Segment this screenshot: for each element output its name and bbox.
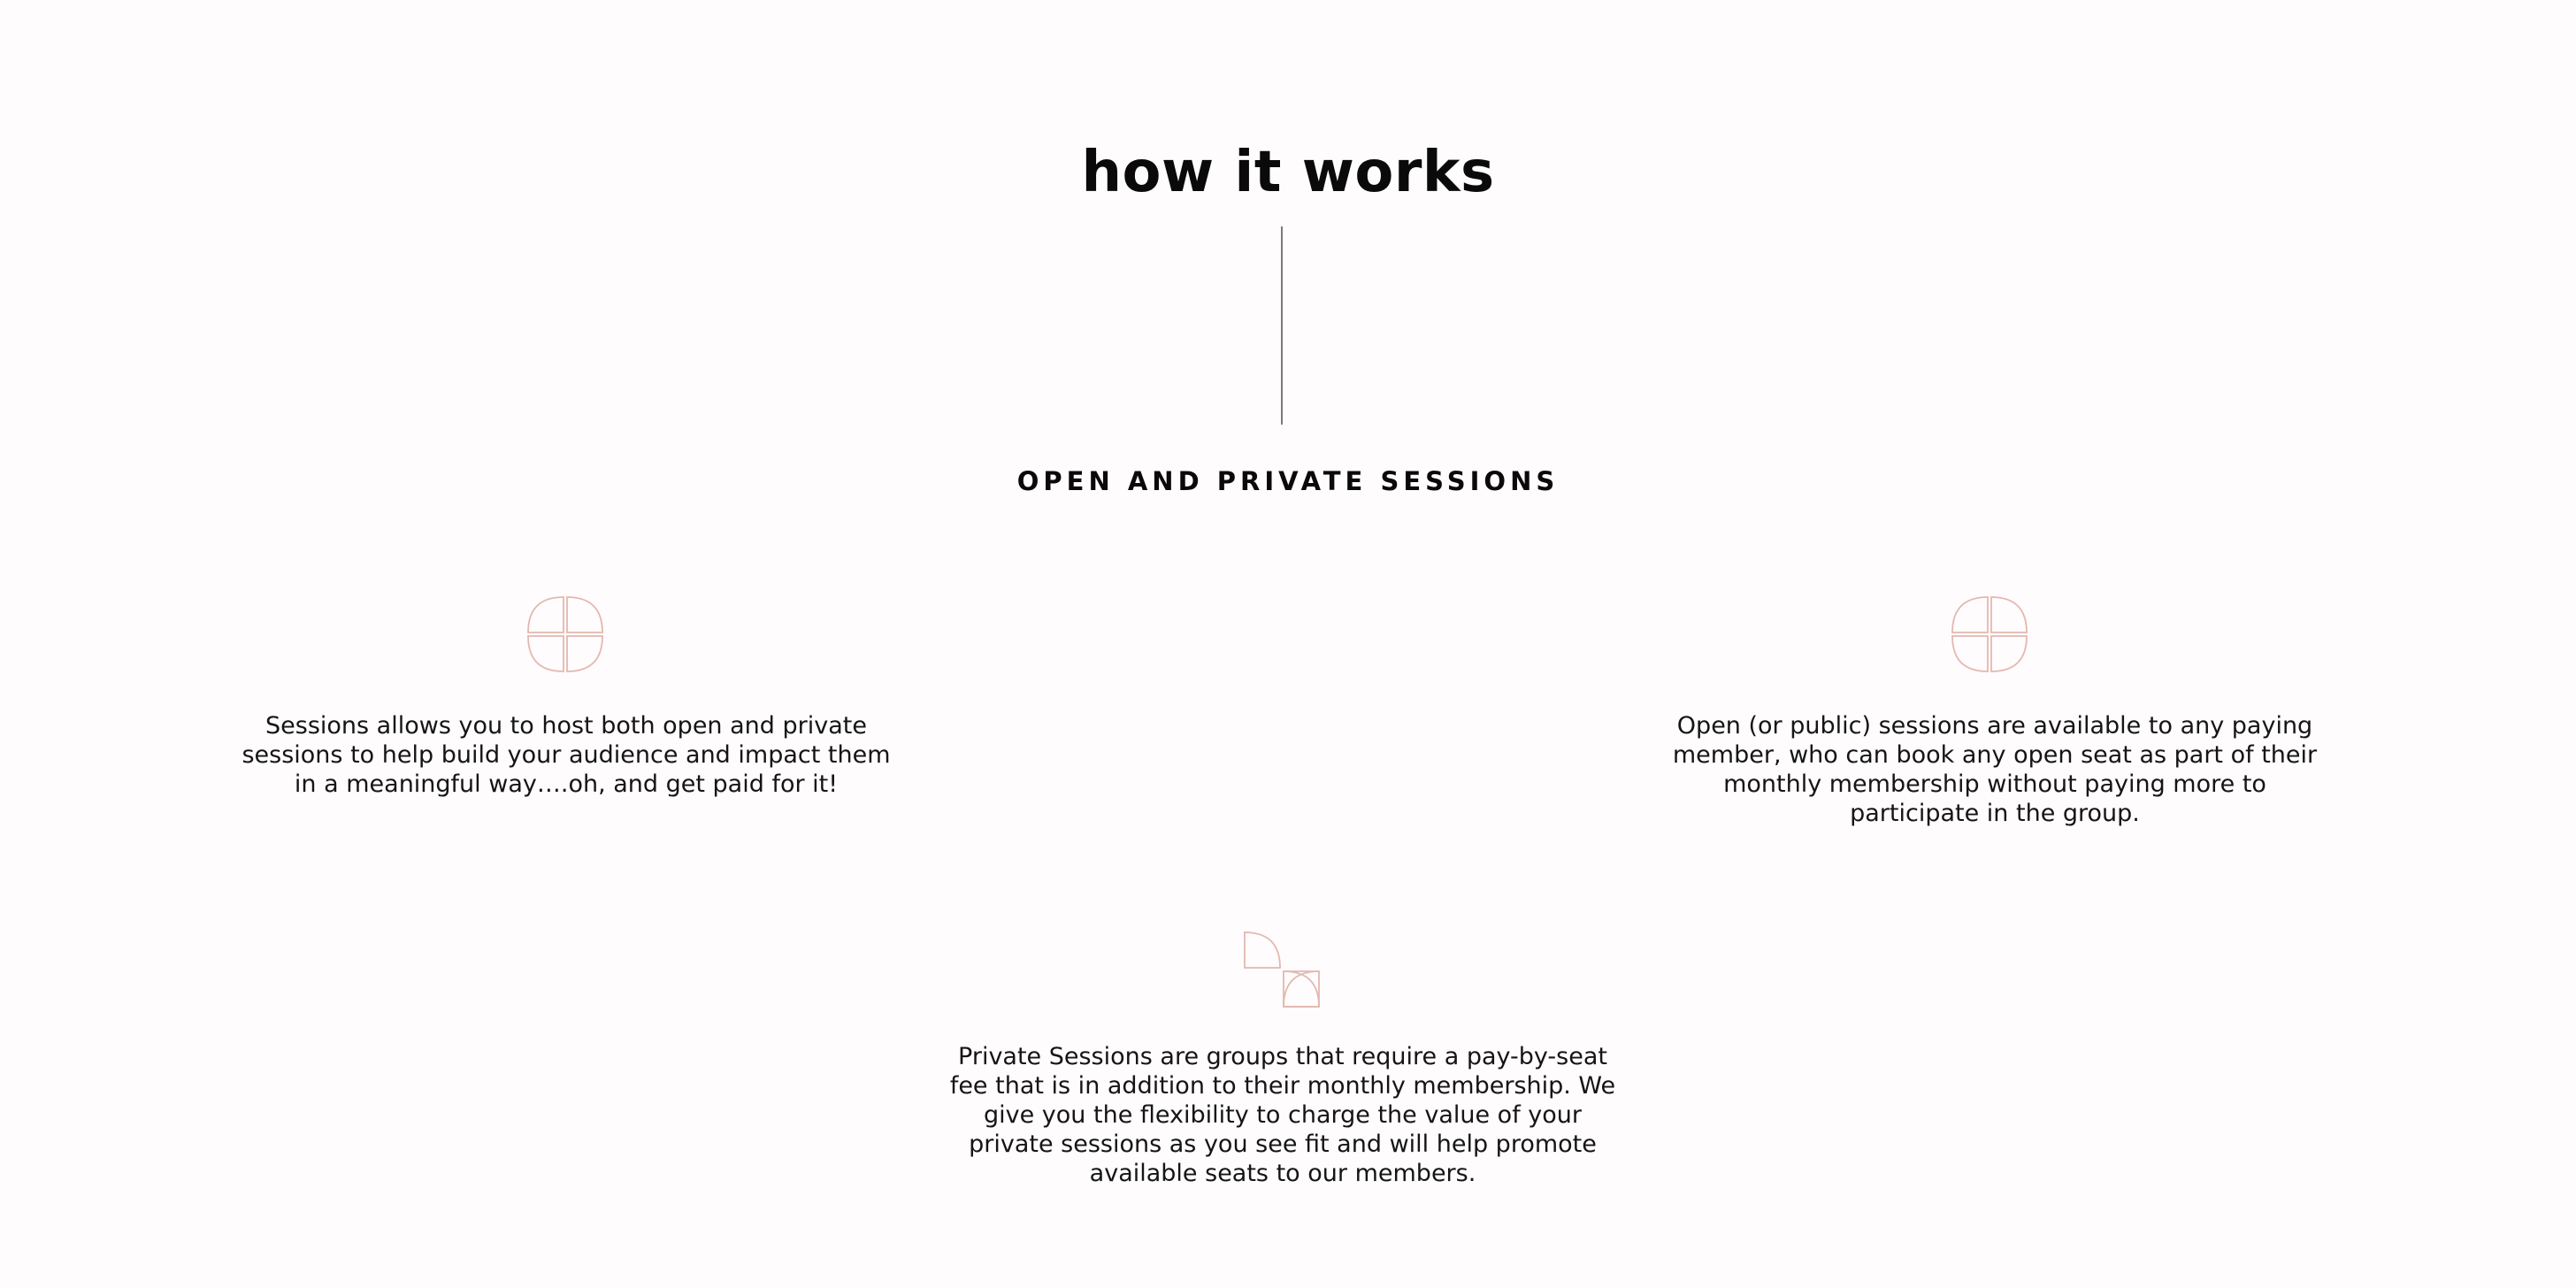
feature-description: Private Sessions are groups that require a pay-by-seat fee that is in addition to their monthly membership. We give you the flexibility to charge the value of your private sessions as you see fit and will help promote available seats to our members.	[949, 1043, 1616, 1187]
feature-description: Sessions allows you to host both open and private sessions to help build your audience and impact them in a meaningful way….oh, and get paid for it!	[242, 712, 891, 798]
vertical-divider	[1281, 226, 1283, 425]
page-title: how it works	[1081, 140, 1495, 205]
four-petal-flower-icon	[1951, 595, 2028, 673]
section-subtitle: OPEN AND PRIVATE SESSIONS	[1016, 466, 1560, 496]
two-petal-leaf-icon	[1243, 931, 1321, 1008]
feature-description: Open (or public) sessions are available to any paying member, who can book any open seat as part of their monthly membership without paying more to participate in the group.	[1672, 712, 2318, 827]
four-petal-flower-icon	[526, 595, 604, 673]
